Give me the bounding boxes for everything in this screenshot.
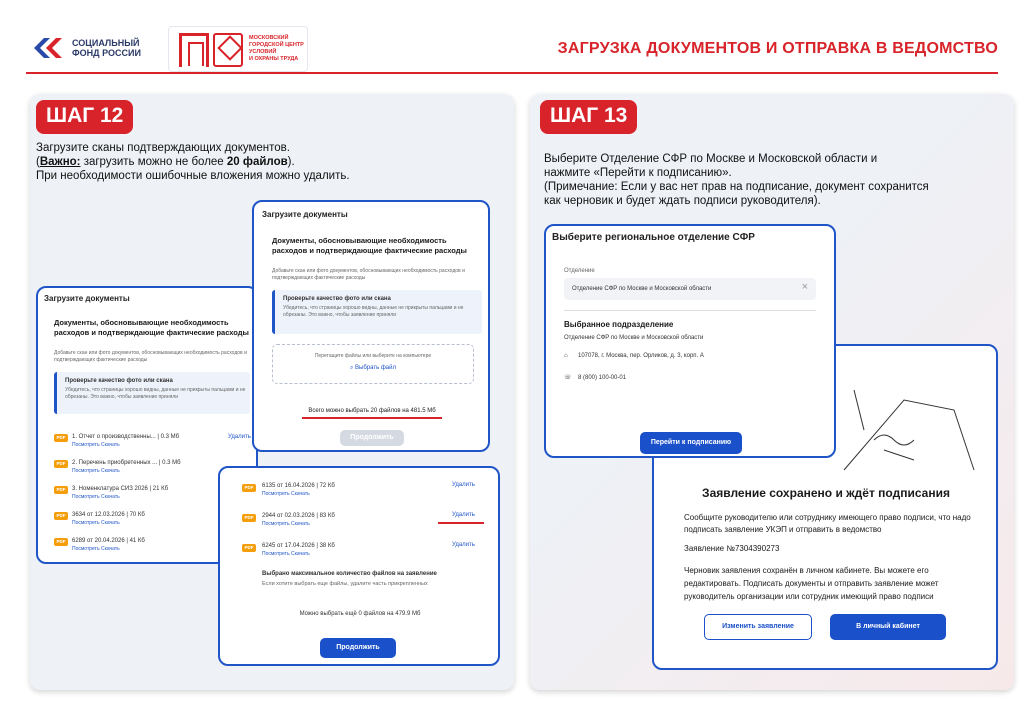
pdf-icon: PDF [242,484,256,492]
drop-text: Перетащите файлы или выберите на компьютере [314,353,432,359]
emblem-icon [213,33,243,67]
header-divider [26,72,998,74]
delete-button[interactable]: Удалить [452,482,475,488]
file-name: 6289 от 20.04.2026 [72,538,125,544]
file-list: PDF 6135 от 16.04.2026 | 72 Кб Посмотреть Скачать Удалить PDF 2944 от 02.03.2026 | 83 Кб Посмотреть Скачать Удалить PDF 6245 от 17.04.2026 | 38 Кб Посмотреть Скачать Удалить Выбрано максимальное количество файлов на заявление Если хотите выбрать еще файлы, удалите часть прикрепленных [228,474,490,602]
step12-instructions: Загрузите сканы подтверждающих документов. (Важно: загрузить можно не более 20 файлов). При необходимости ошибочные вложения можно удалить. [36,142,350,182]
file-size: 72 Кб [319,483,335,489]
quality-note: Проверьте качество фото или скана Убедитесь, что страницы хорошо видны, данные не прикрыты пальцами и не обрезаны. Это важно, чтобы заявление приняли [54,372,250,414]
personal-cabinet-button[interactable]: В личный кабинет [830,614,946,640]
download-link[interactable]: Скачать [100,468,120,474]
quality-note: Проверьте качество фото или скана Убедитесь, что страницы хорошо видны, данные не прикрыты пальцами и не обрезаны. Это важно, чтобы заявление приняли [272,290,482,334]
pdf-icon: PDF [54,460,68,468]
selected-unit-title: Выбранное подразделение [564,320,674,329]
delete-button[interactable]: Удалить [228,434,251,440]
pdf-icon: PDF [54,434,68,442]
sfr-logo-text: СОЦИАЛЬНЫЙ ФОНД РОССИИ [72,38,141,58]
doc-section-desc: Добавьте скан или фото документов, обосновывающих необходимость расходов и подтверждающих фактические расходы [272,268,465,281]
screen-heading: Выберите региональное отделение СФР [552,232,755,243]
upload-screen-dropzone [252,200,490,452]
signing-illustration-icon [834,370,984,480]
download-link[interactable]: Скачать [290,551,310,557]
highlight-underline [438,522,484,524]
download-link[interactable]: Скачать [100,442,120,448]
m-logo-icon [179,33,209,67]
page-title: ЗАГРУЗКА ДОКУМЕНТОВ И ОТПРАВКА В ВЕДОМСТВО [557,40,998,57]
paperclip-icon: ⌕ [350,365,356,371]
download-link[interactable]: Скачать [290,491,310,497]
saved-instruction: Сообщите руководителю или сотруднику имеющего право подписи, что надо подписать заявление УКЭП и отправить в ведомство [684,513,971,534]
step12-panel [30,94,514,690]
file-name: 2944 от 02.03.2026 [262,513,315,519]
upload-screen-list: Загрузите документы Документы, обосновывающие необходимость расходов и подтверждающие фактические расходы Добавьте скан или фото документов, обосновывающих необходимость расходов и подтверждающих фактические расходы Проверьте качество фото или скана Убедитесь, что страницы хорошо видны, данные не прикрыты пальцами и не обрезаны. Это важно, чтобы заявление приняли PDF 1. Отчет о производственны... | 0.3 Мб Посмотреть Скачать Удалить PDF 2. Перечень приобретенных ... | 0.3 Мб Посмотреть Скачать PDF 3. Номенклатура СИЗ 2026 | 21 Кб Посмотреть Скачать PDF 3634 от 12.03.2026 | 70 Кб Посмотреть Скачать PDF 6289 от 20.04.2026 | 41 Кб Посмотреть Скачать [36,286,258,564]
edit-application-button[interactable]: Изменить заявление [704,614,812,640]
file-name: 6135 от 16.04.2026 [262,483,315,489]
view-link[interactable]: Посмотреть [72,468,100,474]
file-size: 21 Кб [152,486,169,492]
divider [564,310,816,311]
download-link[interactable]: Скачать [100,520,120,526]
file-size: 0.3 Мб [160,434,180,440]
step12-badge: ШАГ 12 [36,100,133,134]
file-size: 41 Кб [129,538,145,544]
doc-section-desc: Добавьте скан или фото документов, обосновывающих необходимость расходов и подтверждающих фактические расходы [54,350,247,363]
view-link[interactable]: Посмотреть [262,521,290,527]
doc-section-title: Документы, обосновывающие необходимость расходов и подтверждающие фактические расходы [272,236,467,255]
department-value: Отделение СФР по Москве и Московской области [572,286,712,292]
pdf-icon: PDF [54,512,68,520]
phone-icon: ☏ [564,375,572,381]
doc-section-title: Документы, обосновывающие необходимость расходов и подтверждающие фактические расходы [54,318,249,337]
file-limit-text: Всего можно выбрать 20 файлов на 481.5 Мб [308,408,436,414]
remaining-files-text: Можно выбрать ещё 0 файлов на 479.9 Мб [299,611,421,617]
clear-icon[interactable]: × [801,281,808,293]
max-files-text: Если хотите выбрать еще файлы, удалите часть прикрепленных [262,581,428,587]
file-size: 70 Кб [129,512,145,518]
field-label: Отделение [564,268,595,274]
delete-button[interactable]: Удалить [452,542,475,548]
file-size: 83 Кб [319,513,335,519]
view-link[interactable]: Посмотреть [72,494,100,500]
view-link[interactable]: Посмотреть [72,442,100,448]
view-link[interactable]: Посмотреть [262,491,290,497]
department-select[interactable] [564,278,816,300]
view-link[interactable]: Посмотреть [262,551,290,557]
download-link[interactable]: Скачать [100,494,120,500]
mgcuot-logo [168,26,308,72]
file-name: 3634 от 12.03.2026 [72,512,125,518]
view-link[interactable]: Посмотреть [72,520,100,526]
highlight-underline [302,417,442,419]
download-link[interactable]: Скачать [100,546,120,552]
choose-file-link[interactable]: Выбрать файл [355,365,396,371]
screen-heading: Загрузите документы [262,210,348,219]
download-link[interactable]: Скачать [290,521,310,527]
continue-button-disabled[interactable]: Продолжить [340,430,404,446]
application-number: Заявление №7304390273 [684,544,780,553]
view-link[interactable]: Посмотреть [72,546,100,552]
file-size: 38 Кб [319,543,335,549]
file-name: 1. Отчет о производственны... [72,434,156,440]
step13-panel [530,94,1014,690]
saved-title: Заявление сохранено и ждёт подписания [702,486,950,500]
pdf-icon: PDF [242,544,256,552]
sfr-logo-icon [30,36,66,60]
mgcuot-logo-text: МОСКОВСКИЙ ГОРОДСКОЙ ЦЕНТР УСЛОВИЙ И ОХРАНЫ ТРУДА [249,35,304,62]
house-icon: ⌂ [564,353,568,359]
step13-instructions: Выберите Отделение СФР по Москве и Московской области и нажмите «Перейти к подписанию». (Примечание: Если у вас нет прав на подписание, документ сохранится как черновик и будет ждать подписи руководителя). [544,153,929,207]
file-name: 3. Номенклатура СИЗ 2026 [72,486,148,492]
region-select-screen [544,224,836,458]
screen-heading: Загрузите документы [44,294,130,303]
selected-unit-name: Отделение СФР по Москве и Московской области [564,335,704,341]
go-to-sign-button[interactable]: Перейти к подписанию [640,432,742,454]
phone-text: 8 (800) 100-00-01 [578,375,627,381]
dropzone[interactable] [272,344,474,384]
file-name: 6245 от 17.04.2026 [262,543,315,549]
file-size: 0.3 Мб [162,460,181,466]
header [0,0,1024,72]
address-text: 107078, г. Москва, пер. Орликов, д. 3, корп. А [578,353,704,359]
delete-button[interactable]: Удалить [452,512,475,518]
draft-info: Черновик заявления сохранён в личном кабинете. Вы можете его редактировать. Подписать документы и отправить заявление может руководитель организации или сотрудник имеющий право подписи [684,566,939,601]
upload-screen-max [218,466,500,666]
pdf-icon: PDF [54,486,68,494]
step13-badge: ШАГ 13 [540,100,637,134]
pdf-icon: PDF [54,538,68,546]
file-name: 2. Перечень приобретенных ... [72,460,158,466]
max-files-title: Выбрано максимальное количество файлов на заявление [262,571,437,577]
continue-button[interactable]: Продолжить [320,638,396,658]
pdf-icon: PDF [242,514,256,522]
